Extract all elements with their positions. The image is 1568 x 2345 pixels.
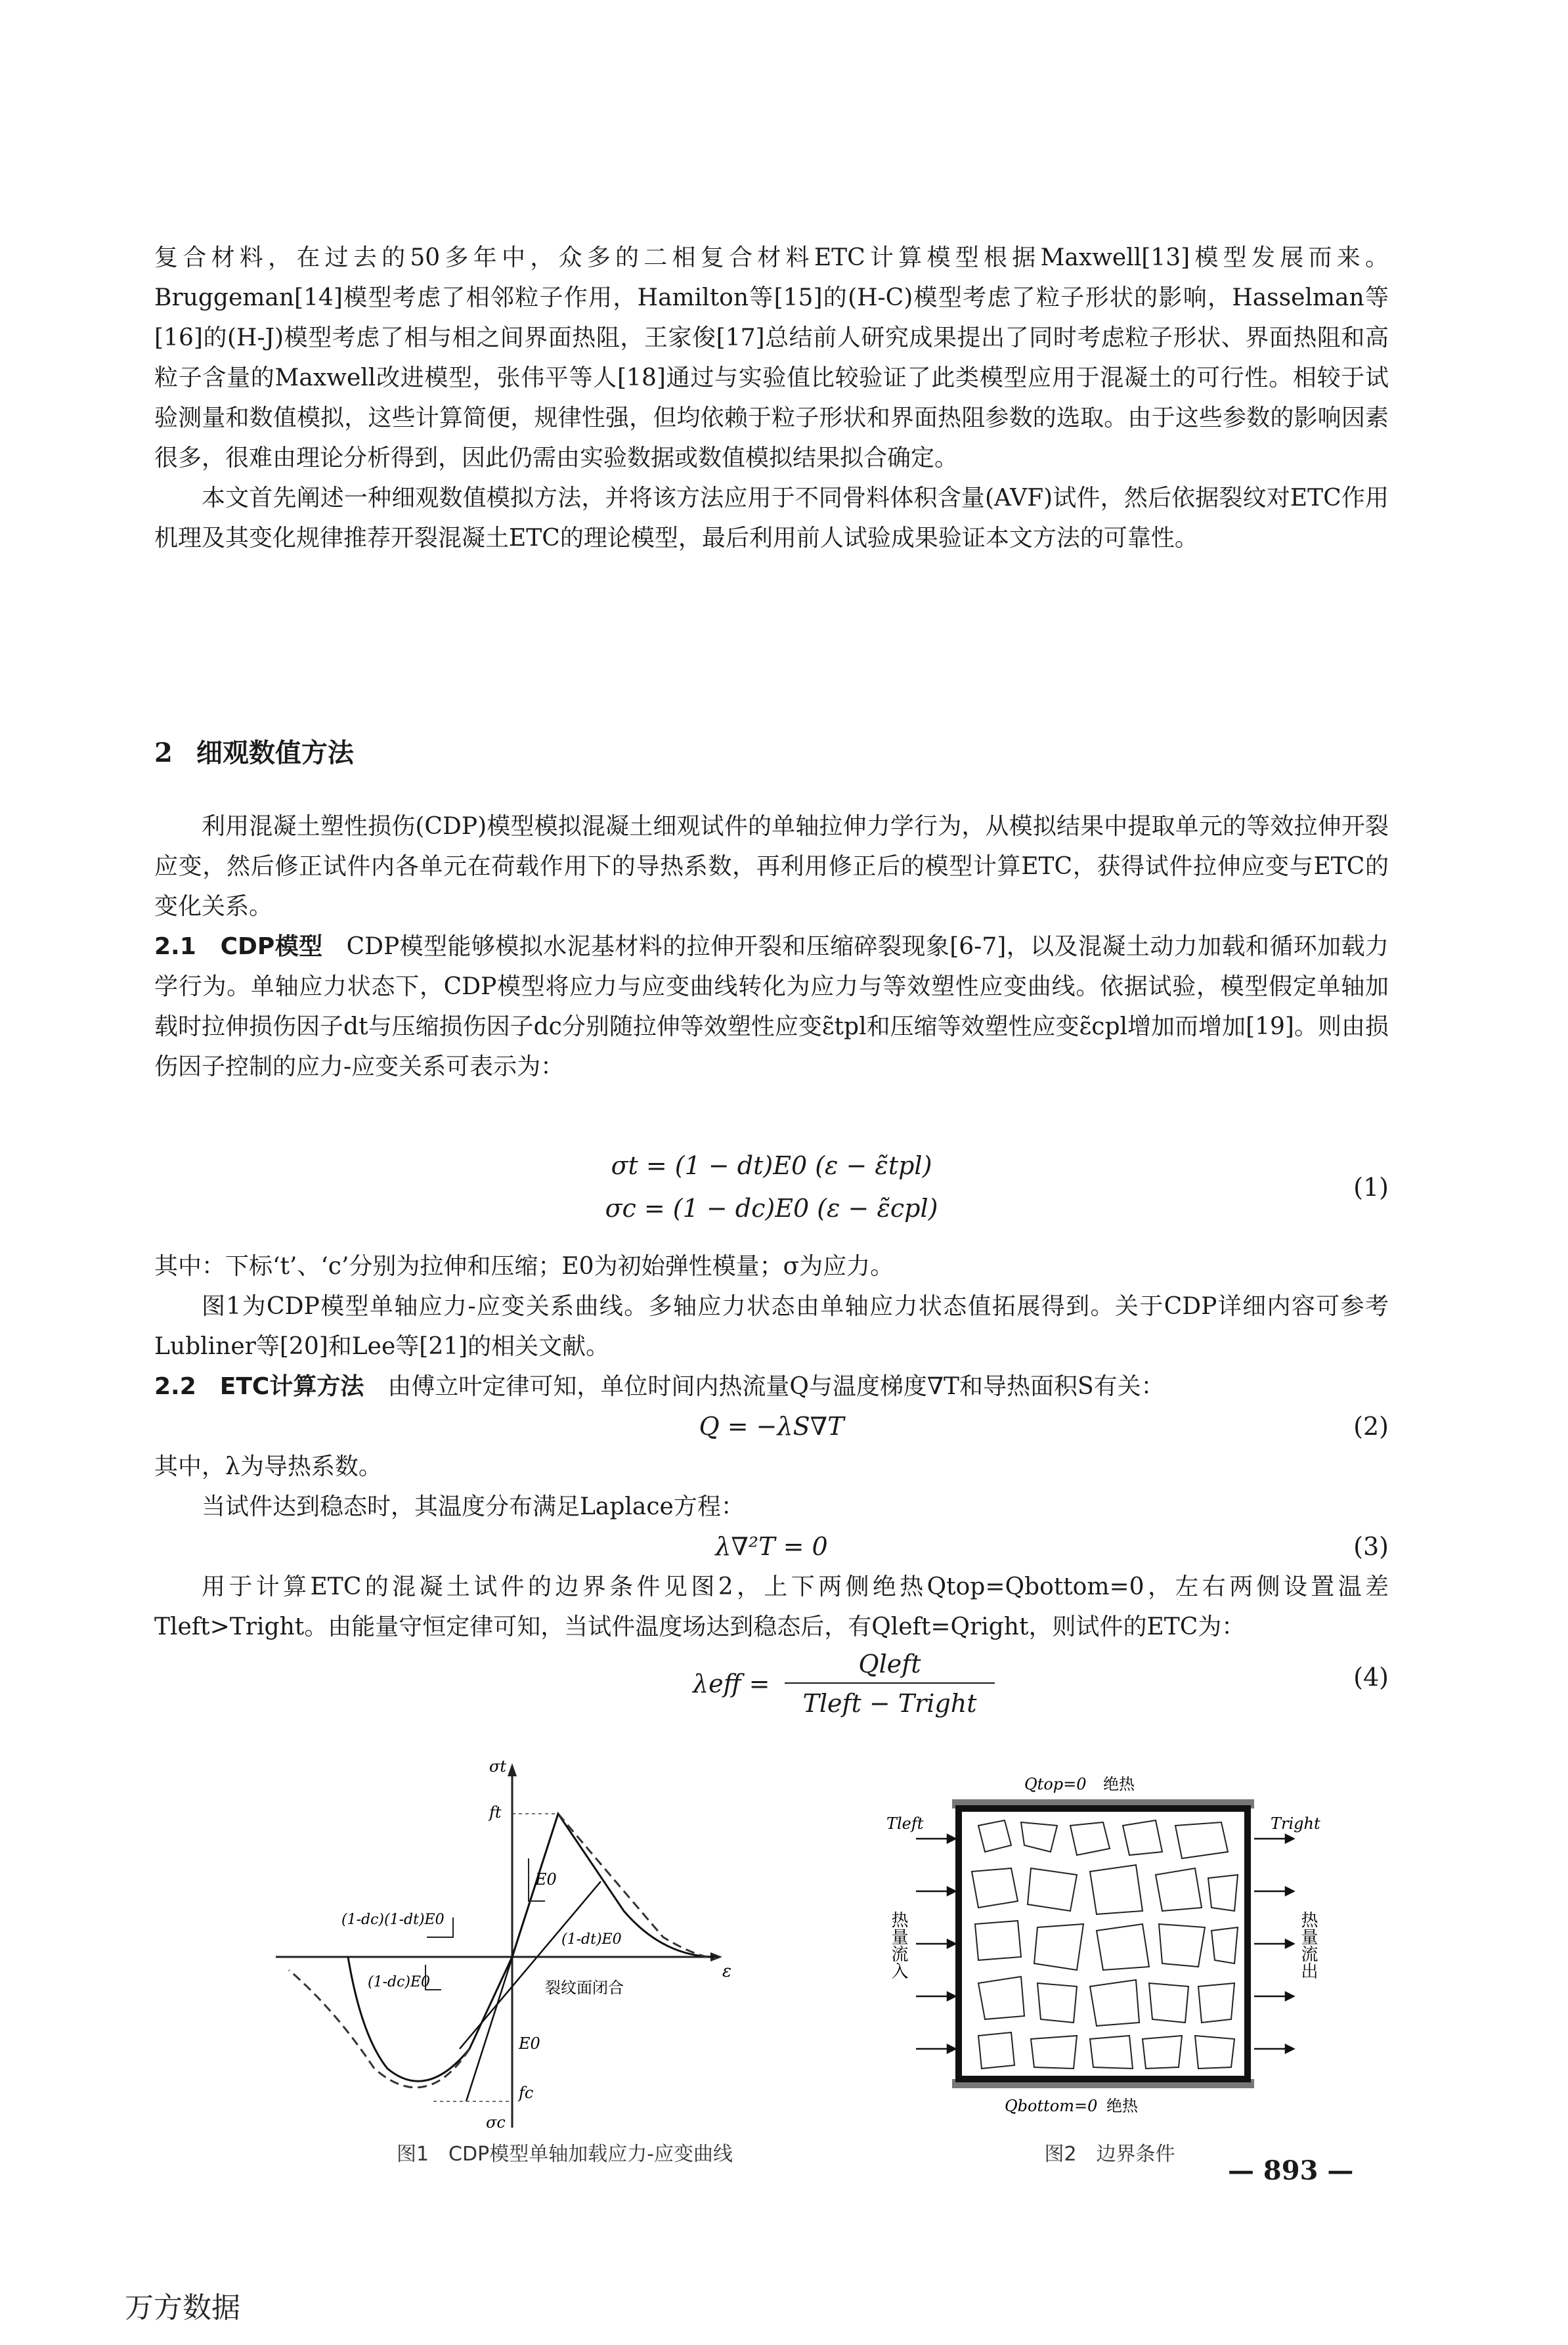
fig2-label-right-T: Tright: [1271, 1814, 1320, 1833]
figure-2-caption: 图2 边界条件: [1044, 2143, 1175, 2166]
post-eq1-block: [154, 1246, 1389, 1407]
fig1-label-epsilon: ε: [722, 1961, 731, 1981]
fig1-label-dt: (1-dt)E0: [561, 1931, 622, 1948]
figure-1-stress-strain: [269, 1760, 742, 2134]
fig2-right-heat-arrows: [1254, 1835, 1294, 2053]
para-sub22: [154, 1367, 1389, 1407]
fig1-label-E0-bottom: E0: [519, 2034, 540, 2053]
equation-1-sigma-c: σc = (1 − dc)E0 (ε − ε̃cpl): [605, 1194, 938, 1223]
section-title: 细观数值方法: [196, 737, 354, 768]
section2-block: [154, 806, 1389, 1087]
para-laplace: 当试件达到稳态时，其温度分布满足Laplace方程：: [202, 1493, 745, 1520]
equation-1-number-row: [154, 1168, 1389, 1208]
figure-1-caption: 图1 CDP模型单轴加载应力-应变曲线: [396, 2143, 733, 2166]
equation-3-body: λ∇²T = 0: [715, 1532, 828, 1561]
fig1-label-dc: (1-dc)E0: [368, 1974, 431, 1990]
para-sub21: [154, 927, 1389, 1087]
equation-4-numerator: Qleft: [858, 1650, 921, 1678]
equation-2-body: Q = −λS∇T: [699, 1412, 844, 1441]
subsection-2-1-text: CDP模型能够模拟水泥基材料的拉伸开裂和压缩碎裂现象[6-7]，以及混凝土动力加载和循环加载力学行为。单轴应力状态下，CDP模型将应力与应变曲线转化为应力与等效塑性应变曲线。依据试验，模型假定单轴加载时拉伸损伤因子dt与压缩损伤因子dc分别随拉伸等效塑性应变ε̃tpl和压缩等效塑性应变ε̃cpl增加而增加[19]。则由损伤因子控制的应力-应变关系可表示为：: [154, 933, 1389, 1080]
fig2-label-bottom-cn: 绝热: [1106, 2097, 1138, 2115]
fig2-label-top-cn: 绝热: [1103, 1775, 1135, 1793]
equation-4-denominator: Tleft − Tright: [802, 1689, 977, 1718]
equation-2: [154, 1407, 1389, 1447]
para-fig1-ref: 图1为CDP模型单轴应力-应变关系曲线。多轴应力状态由单轴应力状态值拓展得到。关于CDP详细内容可参考Lubliner等[20]和Lee等[21]的相关文献。: [154, 1293, 1389, 1360]
fig1-label-sigma-c: σc: [486, 2113, 506, 2132]
boundary-block: [154, 1567, 1389, 1647]
fig1-label-E0-top: E0: [535, 1870, 557, 1889]
section-heading: [154, 732, 354, 770]
fig1-label-ft: ft: [489, 1803, 502, 1822]
para-eq2-note: 其中，λ为导热系数。: [154, 1453, 382, 1480]
equation-1-sigma-t: σt = (1 − dt)E0 (ε − ε̃tpl): [611, 1151, 932, 1180]
equation-1-number: (1): [1353, 1173, 1389, 1202]
section-number: 2: [154, 737, 173, 768]
fig2-left-heat-arrows: [916, 1835, 955, 2053]
figure-2-boundary-conditions: [880, 1760, 1339, 2128]
equation-2-number: (2): [1353, 1412, 1389, 1441]
fig1-label-sigma-t: σt: [489, 1760, 507, 1776]
fig1-label-unload: (1-dc)(1-dt)E0: [341, 1912, 445, 1928]
equation-4-number: (4): [1353, 1663, 1389, 1692]
equation-4-lhs: λeff =: [693, 1669, 770, 1698]
para-intro: 复合材料，在过去的50多年中，众多的二相复合材料ETC计算模型根据Maxwell[13]模型发展而来。Bruggeman[14]模型考虑了相邻粒子作用，Hamilton等[15]的(H-C)模型考虑了粒子形状的影响，Hasselman等[16]的(H-J)模型考虑了相与相之间界面热阻，王家俊[17]总结前人研究成果提出了同时考虑粒子形状、界面热阻和高粒子含量的Maxwell改进模型，张伟平等人[18]通过与实验值比较验证了此类模型应用于混凝土的可行性。相较于试验测量和数值模拟，这些计算简便，规律性强，但均依赖于粒子形状和界面热阻参数的选取。由于这些参数的影响因素很多，很难由理论分析得到，因此仍需由实验数据或数值模拟结果拟合确定。: [154, 244, 1389, 471]
para-sec2: 利用混凝土塑性损伤(CDP)模型模拟混凝土细观试件的单轴拉伸力学行为，从模拟结果中提取单元的等效拉伸开裂应变，然后修正试件内各单元在荷载作用下的导热系数，再利用修正后的模型计算ETC，获得试件拉伸应变与ETC的变化关系。: [154, 813, 1389, 920]
fig1-label-fc: fc: [519, 2084, 534, 2102]
page-number: — 893 —: [1228, 2155, 1354, 2186]
equation-3: [154, 1527, 1389, 1567]
subsection-2-2-heading: 2.2 ETC计算方法: [154, 1373, 364, 1400]
para-eq1-note: 其中：下标‘t’、‘c’分别为拉伸和压缩；E0为初始弹性模量；σ为应力。: [154, 1253, 894, 1280]
fig1-y-arrow: [508, 1763, 517, 1776]
para-plan: 本文首先阐述一种细观数值模拟方法，并将该方法应用于不同骨料体积含量(AVF)试件，然后依据裂纹对ETC作用机理及其变化规律推荐开裂混凝土ETC的理论模型，最后利用前人试验成果验证本文方法的可靠性。: [154, 485, 1389, 552]
fig2-label-heat-in: 热量流入: [888, 1911, 908, 1979]
fig1-label-crack: 裂纹面闭合: [545, 1979, 624, 1997]
post-eq2-block: [154, 1447, 1389, 1527]
watermark: 万方数据: [125, 2291, 240, 2325]
equation-3-number: (3): [1353, 1532, 1389, 1561]
equation-4: [154, 1650, 1389, 1728]
fig2-label-bottom: Qbottom=0: [1005, 2097, 1098, 2115]
fig2-label-heat-out: 热量流出: [1298, 1911, 1318, 1979]
fig2-label-left-T: Tleft: [886, 1814, 924, 1833]
para-boundary: 用于计算ETC的混凝土试件的边界条件见图2，上下两侧绝热Qtop=Qbottom=0，左右两侧设置温差Tleft>Tright。由能量守恒定律可知，当试件温度场达到稳态后，有Qleft=Qright，则试件的ETC为：: [154, 1573, 1389, 1640]
intro-block: [154, 238, 1389, 558]
fig2-label-top: Qtop=0: [1024, 1775, 1087, 1793]
subsection-2-2-text: 由傅立叶定律可知，单位时间内热流量Q与温度梯度∇T和导热面积S有关：: [387, 1373, 1165, 1400]
subsection-2-1-heading: 2.1 CDP模型: [154, 933, 323, 960]
equation-4-fraction-bar: [785, 1682, 995, 1684]
